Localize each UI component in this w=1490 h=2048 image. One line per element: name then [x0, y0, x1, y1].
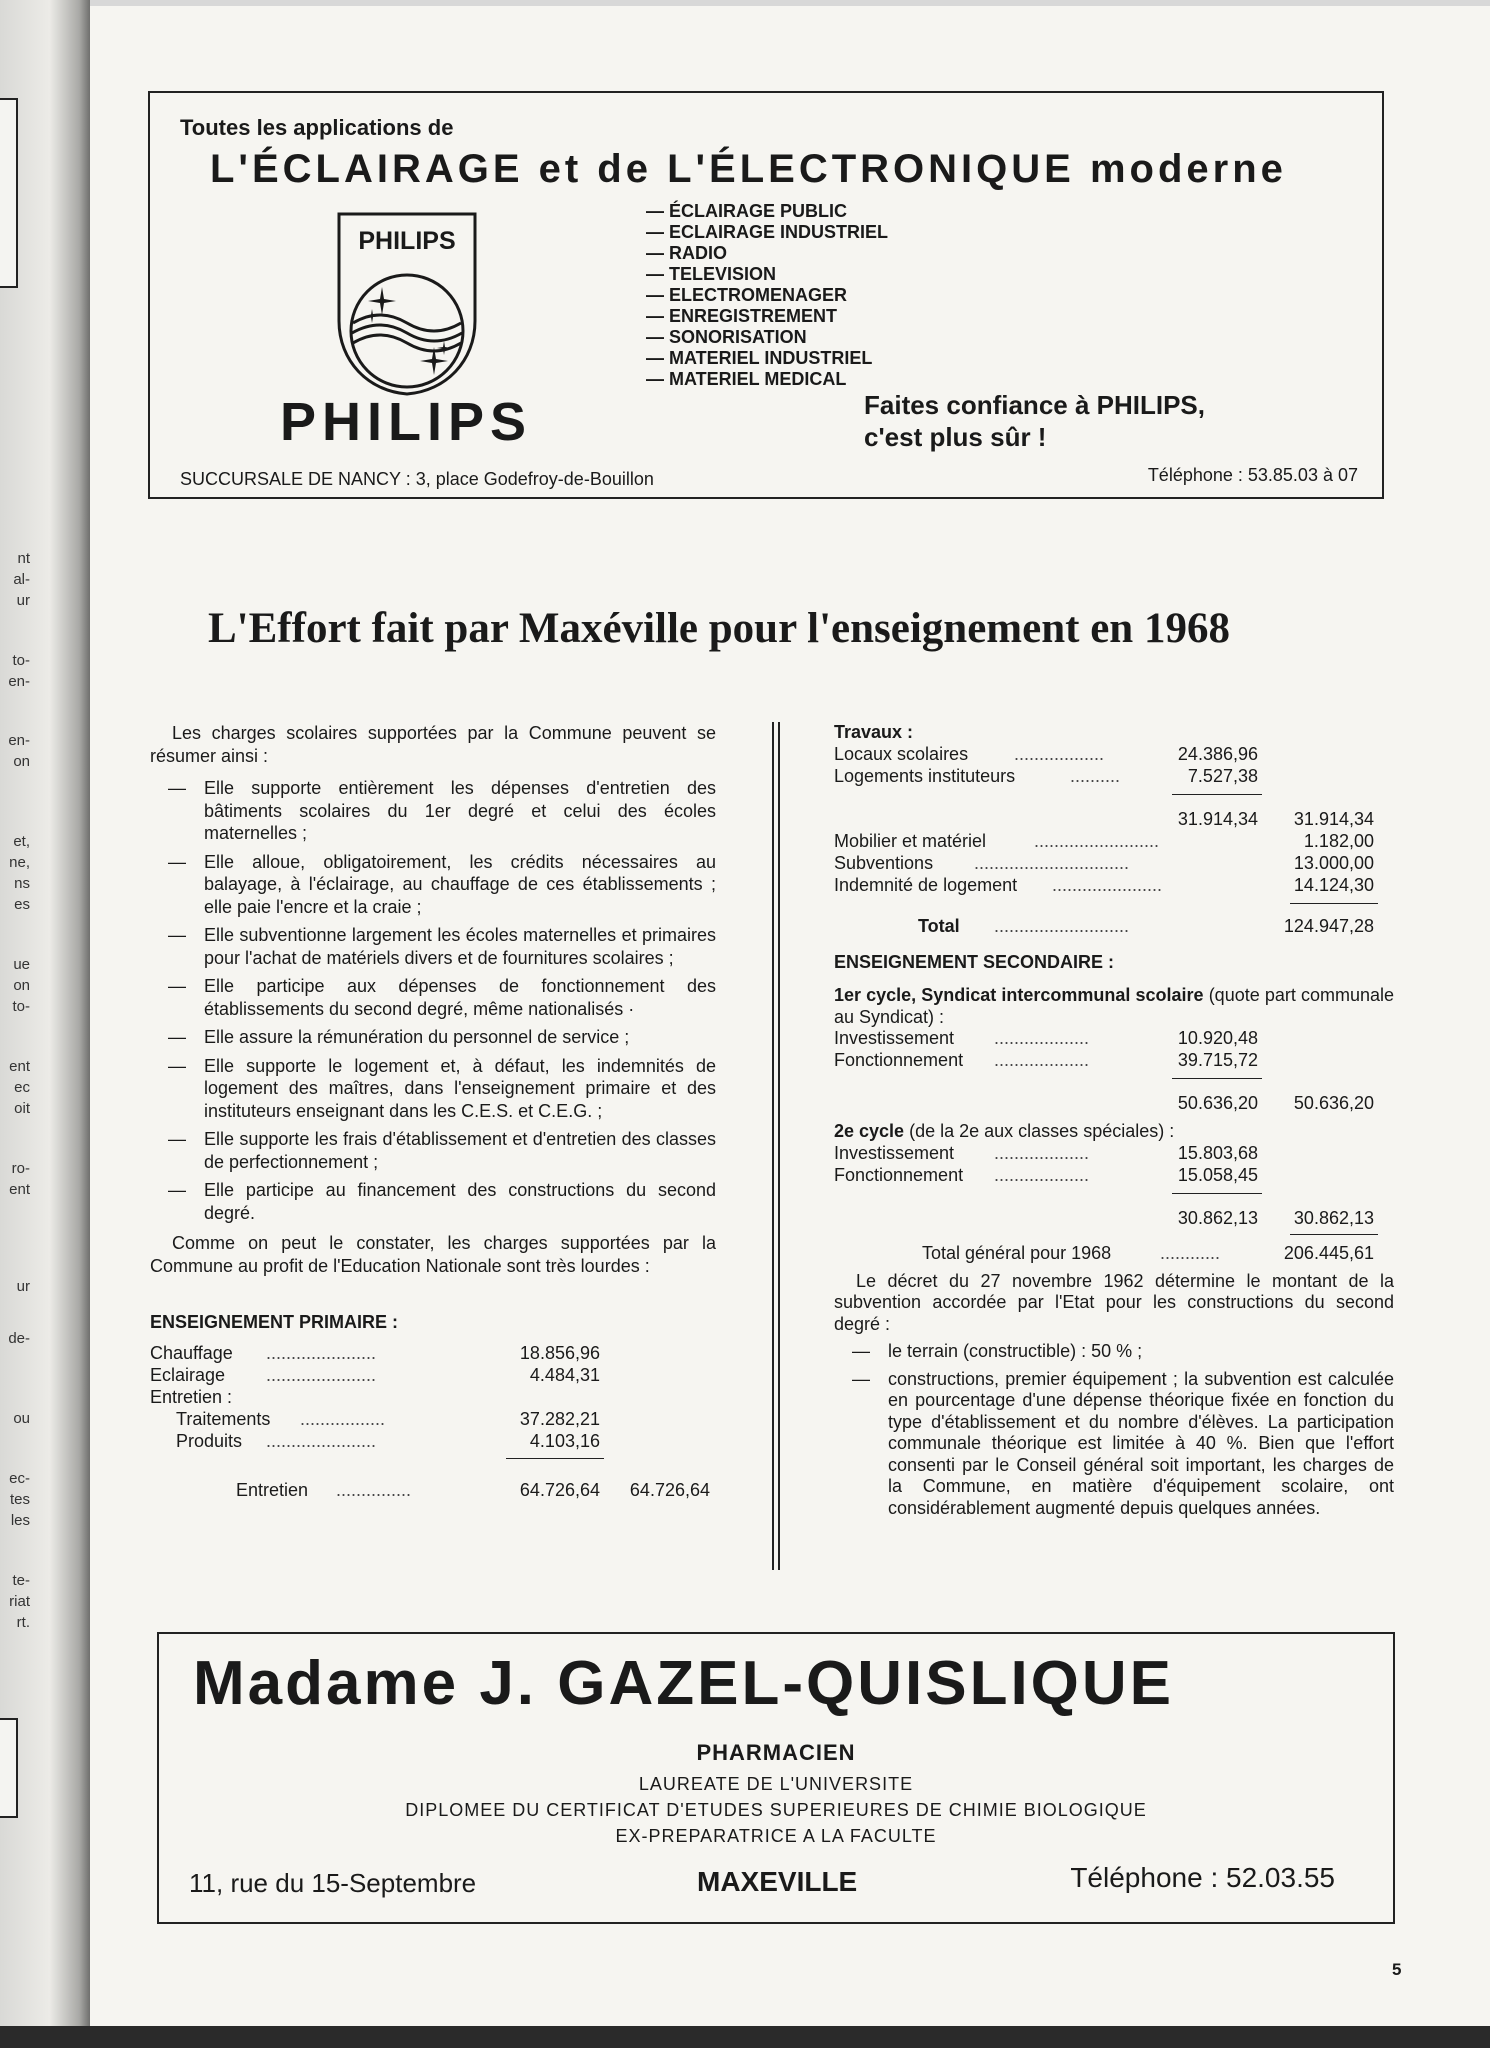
row-label: Eclairage: [150, 1364, 226, 1385]
product-item: — ECLAIRAGE INDUSTRIEL: [646, 222, 889, 242]
row-value: 31.914,34: [1177, 808, 1258, 829]
row-value: 10.920,48: [1177, 1028, 1258, 1048]
charge-item: — Elle assure la rémunération du personnel de service ;: [150, 1026, 716, 1049]
cycle1-note: (quote part communale au Syndicat) :: [834, 985, 1394, 1027]
row-value: 13.000,00: [1293, 852, 1374, 873]
credential-line: DIPLOMEE DU CERTIFICAT D'ETUDES SUPERIEURES DE CHIMIE BIOLOGIQUE: [405, 1800, 1147, 1820]
row-value: 30.862,13: [1177, 1207, 1258, 1228]
charges-list: [150, 777, 716, 1224]
row-value: 124.947,28: [1283, 915, 1374, 936]
pharmacist-name: Madame J. GAZEL-QUISLIQUE: [193, 1649, 1175, 1718]
row-value-carried: 64.726,64: [629, 1479, 710, 1500]
product-item: — SONORISATION: [646, 327, 807, 347]
ad-phone: Téléphone : 53.85.03 à 07: [1147, 465, 1358, 485]
row-label: Fonctionnement: [834, 1164, 964, 1185]
article-conclusion: Comme on peut le constater, les charges supportées par la Commune au profit de l'Education Nationale sont très lourdes :: [150, 1233, 716, 1276]
gutter-fragment: es: [14, 896, 30, 913]
row-value: 24.386,96: [1177, 743, 1258, 764]
gutter-fragment: ec-: [9, 1470, 30, 1487]
gutter-fragment: al-: [13, 571, 30, 588]
row-label: Indemnité de logement: [834, 874, 1018, 895]
subtotal-rule: [506, 1458, 604, 1459]
product-item: — ENREGISTREMENT: [646, 306, 838, 326]
primaire-row-traitements: Traitements ................. 37.282,21: [176, 1408, 600, 1429]
gutter-box-bottom: [0, 1718, 18, 1818]
row-value: 64.726,64: [519, 1479, 600, 1500]
row-label: Investissement: [834, 1028, 955, 1048]
cycle2-row-total: [834, 1208, 1394, 1230]
charge-item: — Elle alloue, obligatoirement, les crédits nécessaires au balayage, à l'éclairage, au chauffage de ces établissements ; elle paie l'encre et la craie ;: [150, 851, 716, 919]
gutter-fragment: ent: [9, 1058, 30, 1075]
decret-item: — constructions, premier équipement ; la subvention est calculée en pourcentage d'une dépense théorique fixée en fonction du type d'établissement et du nombre d'élèves. La participation communale théorique est limitée à 40 %. Bien que l'effort consenti par le Conseil général soit important, les charges de la Commune, en matière d'équipement scolaire, ont considérablement augmenté depuis quelques années.: [834, 1369, 1394, 1520]
cycle1-row-fonct: Fonctionnement ................... 39.715,72: [834, 1050, 1258, 1070]
gutter-fragment: ou: [13, 1410, 30, 1427]
article-intro: Les charges scolaires supportées par la Commune peuvent se résumer ainsi :: [150, 723, 716, 766]
slogan-line: c'est plus sûr !: [864, 422, 1047, 452]
row-label: Investissement: [834, 1142, 955, 1163]
row-value: 15.058,45: [1177, 1164, 1258, 1185]
scan-bottom-edge: [0, 2026, 1490, 2048]
row-label: Produits: [176, 1430, 243, 1451]
travaux-row-indemnite: Indemnité de logement ...................... 14.124,30: [834, 874, 1374, 895]
row-value: 4.484,31: [529, 1364, 600, 1385]
gutter-fragment: ns: [14, 875, 30, 892]
row-label: Chauffage: [150, 1342, 233, 1363]
secondaire-heading: ENSEIGNEMENT SECONDAIRE :: [834, 951, 1115, 972]
product-item: — TELEVISION: [646, 264, 777, 284]
product-item: — ELECTROMENAGER: [646, 285, 848, 305]
page-number: 5: [1392, 1960, 1402, 1979]
decret-paragraph: Le décret du 27 novembre 1962 détermine le montant de la subvention accordée par l'Etat pour les constructions du second degré :: [834, 1270, 1394, 1334]
primaire-row-chauffage: Chauffage ...................... 18.856,96: [150, 1342, 600, 1363]
row-value: 4.103,16: [529, 1430, 600, 1451]
total-rule: [1290, 1234, 1378, 1235]
subtotal-rule: [1172, 794, 1262, 795]
gutter-fragment: et,: [13, 833, 30, 850]
primaire-row-produits: Produits ...................... 4.103,16: [176, 1430, 600, 1451]
grand-total-row: Total général pour 1968 ............ 206.445,61: [922, 1242, 1374, 1263]
ad-brand: PHILIPS: [280, 392, 533, 452]
row-value: 206.445,61: [1283, 1242, 1374, 1263]
gutter-fragment: les: [10, 1512, 30, 1529]
credential-line: LAUREATE DE L'UNIVERSITE: [638, 1774, 914, 1794]
gutter-fragment: riat: [9, 1593, 30, 1610]
article-right-column: [834, 722, 1394, 1525]
row-label: Locaux scolaires: [834, 743, 969, 764]
pharmacy-city: MAXEVILLE: [697, 1866, 858, 1897]
cycle2-row-fonct: Fonctionnement ................... 15.058,45: [834, 1164, 1258, 1185]
primaire-row-entretien-head: [150, 1386, 716, 1408]
gutter-fragment: to-: [12, 652, 30, 669]
row-value: 14.124,30: [1293, 874, 1374, 895]
row-value: 39.715,72: [1177, 1050, 1258, 1070]
primaire-row-eclairage: Eclairage ...................... 4.484,31: [150, 1364, 600, 1385]
primaire-heading: ENSEIGNEMENT PRIMAIRE :: [150, 1312, 399, 1332]
cycle2-label: 2e cycle: [834, 1121, 905, 1141]
charge-item: — Elle supporte le logement et, à défaut, les indemnités de logement des maîtres, dans l'enseignement primaire et des instituteurs enseignant dans les C.E.S. et C.E.G. ;: [150, 1055, 716, 1123]
pharmacy-phone: Téléphone : 52.03.55: [1070, 1862, 1335, 1893]
pharmacy-advertisement: [157, 1632, 1395, 1924]
cycle1-label: 1er cycle, Syndicat intercommunal scolaire: [834, 985, 1204, 1005]
charge-item: — Elle supporte les frais d'établissement et d'entretien des classes de perfectionnement ;: [150, 1128, 716, 1173]
gutter-fragment: te-: [12, 1572, 30, 1589]
total-rule: [1290, 903, 1378, 904]
row-label: Entretien :: [150, 1386, 233, 1407]
row-value-carried: 50.636,20: [1293, 1093, 1374, 1113]
subtotal-rule: [1172, 1078, 1262, 1079]
row-label: Fonctionnement: [834, 1050, 964, 1070]
travaux-row-locaux: Locaux scolaires .................. 24.386,96: [834, 743, 1258, 764]
decret-list: [834, 1341, 1394, 1519]
shield-text: PHILIPS: [358, 227, 456, 255]
row-value-carried: 31.914,34: [1293, 808, 1374, 829]
product-item: — ÉCLAIRAGE PUBLIC: [646, 201, 848, 221]
cycle2-title: [834, 1121, 1394, 1143]
travaux-heading: Travaux :: [834, 722, 914, 742]
gutter-fragment: ro-: [11, 1160, 30, 1177]
philips-shield-logo: [336, 211, 478, 397]
row-value: 15.803,68: [1177, 1142, 1258, 1163]
article-title: L'Effort fait par Maxéville pour l'enseignement en 1968: [208, 605, 1230, 652]
scan-top-edge: [0, 0, 1490, 6]
travaux-row-logements: Logements instituteurs .......... 7.527,38: [834, 765, 1258, 786]
travaux-row-subventions: Subventions ............................... 13.000,00: [834, 852, 1374, 873]
cycle2-note: (de la 2e aux classes spéciales) :: [909, 1121, 1175, 1141]
pharmacist-title: PHARMACIEN: [696, 1740, 856, 1765]
cycle1-title: [834, 985, 1394, 1028]
row-value: 7.527,38: [1187, 765, 1258, 786]
philips-advertisement: [148, 91, 1384, 499]
charge-item: — Elle subventionne largement les écoles maternelles et primaires pour l'achat de matériels divers et de fournitures scolaires ;: [150, 924, 716, 969]
gutter-fragment: tes: [9, 1491, 30, 1508]
gutter-fragment: oit: [14, 1100, 30, 1117]
column-divider: [772, 722, 780, 1570]
ad-intro: Toutes les applications de: [180, 115, 454, 140]
row-label: Entretien: [236, 1479, 309, 1500]
gutter-fragment: en-: [8, 673, 30, 690]
subtotal-rule: [1172, 1193, 1262, 1194]
travaux-row-subtotal: [834, 809, 1394, 831]
gutter-fragment: to-: [12, 998, 30, 1015]
cycle1-row-total: [834, 1093, 1394, 1115]
travaux-row-mobilier: Mobilier et matériel ......................... 1.182,00: [834, 830, 1374, 851]
gutter-fragment: nt: [17, 550, 30, 567]
row-value: 37.282,21: [519, 1408, 600, 1429]
ad-address: SUCCURSALE DE NANCY : 3, place Godefroy-de-Bouillon: [180, 469, 654, 489]
decret-item: — le terrain (constructible) : 50 % ;: [834, 1341, 1394, 1363]
credential-line: EX-PREPARATRICE A LA FACULTE: [615, 1826, 937, 1846]
gutter-fragment: en-: [8, 732, 30, 749]
pharmacy-address: 11, rue du 15-Septembre: [189, 1868, 477, 1898]
row-value-carried: 30.862,13: [1293, 1207, 1374, 1228]
primaire-row-entretien-total: Entretien ............... 64.726,64 64.726,64: [236, 1479, 710, 1500]
gutter-fragment: ur: [16, 592, 30, 609]
article-left-column: [150, 722, 716, 1501]
gutter-box-top: [0, 98, 18, 288]
charge-item: — Elle supporte entièrement les dépenses d'entretien des bâtiments scolaires du 1er degré et celui des écoles maternelles ;: [150, 777, 716, 845]
gutter-fragment: rt.: [16, 1614, 30, 1631]
gutter-fragment: on: [13, 977, 30, 994]
product-list: [646, 201, 888, 390]
charge-item: — Elle participe au financement des constructions du second degré.: [150, 1179, 716, 1224]
gutter-fragment: ent: [9, 1181, 30, 1198]
row-value: 18.856,96: [519, 1342, 600, 1363]
gutter-fragment: on: [13, 753, 30, 770]
row-value: 50.636,20: [1177, 1093, 1258, 1113]
row-value: 1.182,00: [1303, 830, 1374, 851]
ad-headline: L'ÉCLAIRAGE et de L'ÉLECTRONIQUE moderne: [210, 147, 1287, 191]
gutter-fragment: ue: [13, 956, 30, 973]
cycle1-row-invest: Investissement ................... 10.920,48: [834, 1028, 1258, 1048]
row-label: Total: [918, 915, 960, 936]
row-label: Mobilier et matériel: [834, 830, 987, 851]
cycle2-row-invest: Investissement ................... 15.803,68: [834, 1142, 1258, 1163]
row-label: Traitements: [176, 1408, 271, 1429]
gutter-fragment: ne,: [9, 854, 30, 871]
slogan-line: Faites confiance à PHILIPS,: [864, 390, 1205, 420]
row-label: Subventions: [834, 852, 934, 873]
product-item: — RADIO: [646, 243, 727, 263]
gutter-fragment: ec: [14, 1079, 30, 1096]
charge-item: — Elle participe aux dépenses de fonctionnement des établissements du second degré, même nationalisés ·: [150, 975, 716, 1020]
product-item: — MATERIEL INDUSTRIEL: [646, 348, 873, 368]
gutter-fragment: ur: [16, 1278, 30, 1295]
row-label: Total général pour 1968: [922, 1242, 1112, 1263]
travaux-row-total: Total ........................... 124.947,28: [918, 915, 1374, 936]
gutter-fragment: de-: [8, 1330, 30, 1347]
product-item: — MATERIEL MEDICAL: [646, 369, 847, 389]
page-gutter: [0, 0, 90, 2048]
ad-slogan: [864, 389, 1205, 453]
row-label: Logements instituteurs: [834, 765, 1016, 786]
